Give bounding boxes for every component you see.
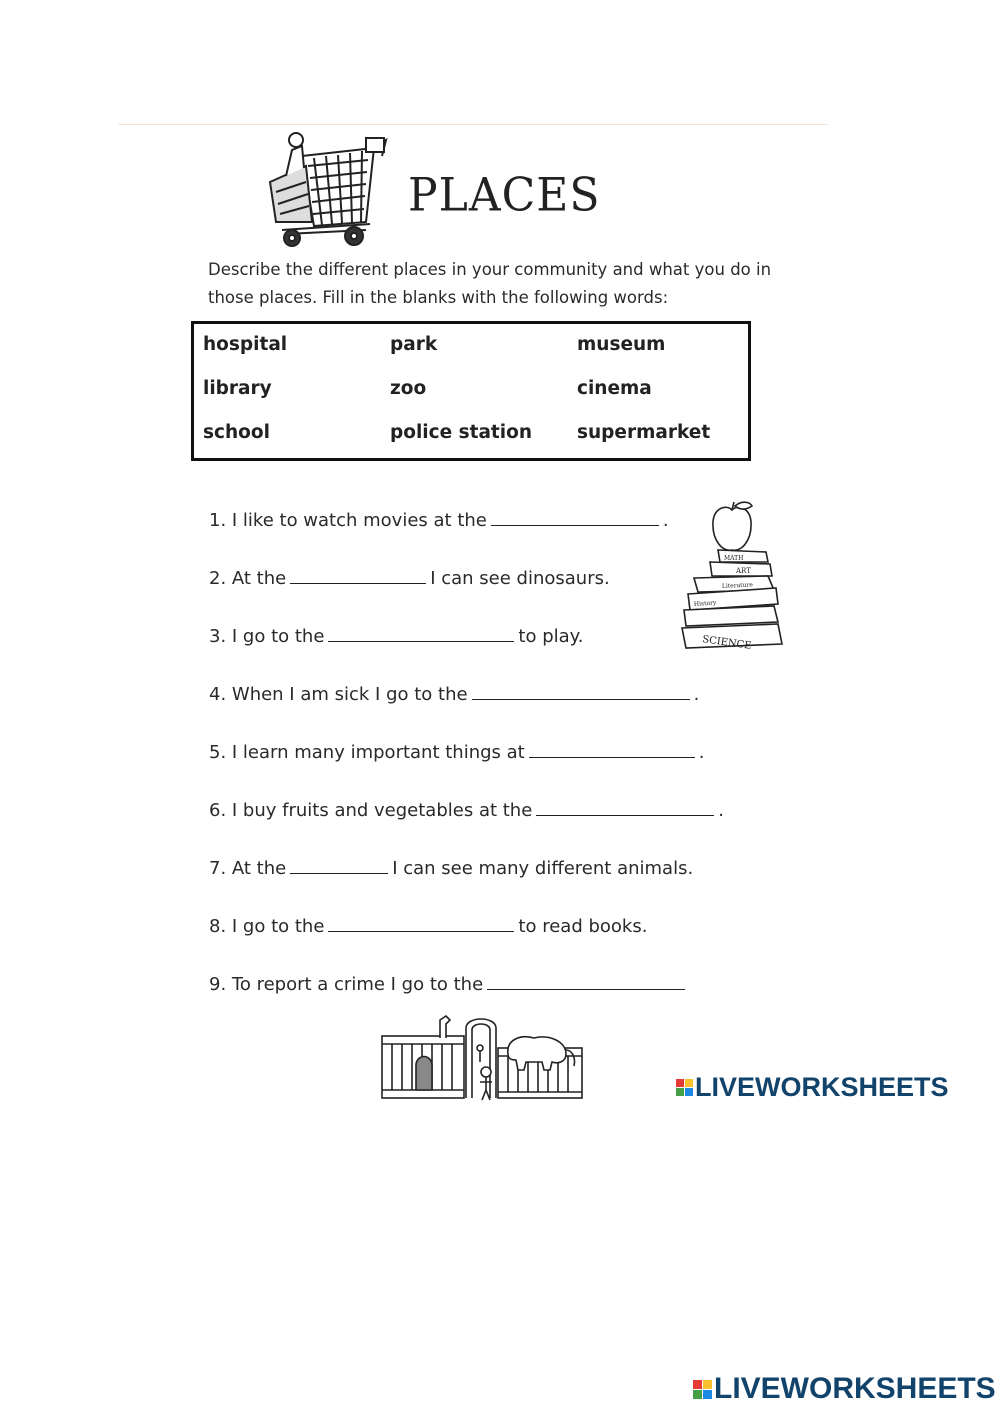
sentence-text-after: I can see many different animals. xyxy=(392,858,694,879)
word-bank-item: hospital xyxy=(203,334,288,355)
word-bank-item: park xyxy=(390,334,438,355)
book-label: History xyxy=(693,599,717,608)
apple-books-illustration xyxy=(680,500,785,662)
sentence-text-before: 9. To report a crime I go to the xyxy=(209,974,484,995)
sentence-text-before: 8. I go to the xyxy=(209,916,325,937)
worksheet-title: PLACES xyxy=(408,168,601,223)
answer-blank-2[interactable] xyxy=(290,567,426,584)
liveworksheets-logo xyxy=(676,1072,949,1103)
logo-square-icon xyxy=(693,1390,702,1399)
logo-square-icon xyxy=(693,1380,702,1389)
sentence-7 xyxy=(209,857,693,879)
book-label: Literature xyxy=(721,581,754,590)
liveworksheets-footer-logo[interactable] xyxy=(693,1372,996,1406)
sentence-1 xyxy=(209,509,669,531)
word-bank-item: zoo xyxy=(390,378,427,399)
sentence-text-after: . xyxy=(718,800,725,821)
liveworksheets-logo-text: LIVEWORKSHEETS xyxy=(695,1072,949,1102)
answer-blank-3[interactable] xyxy=(328,625,514,642)
logo-square-icon xyxy=(685,1079,693,1087)
sentence-5 xyxy=(209,741,704,763)
word-bank-item: school xyxy=(203,422,270,443)
answer-blank-9[interactable] xyxy=(487,973,685,990)
book-label: ART xyxy=(736,567,751,575)
sentence-text-before: 6. I buy fruits and vegetables at the xyxy=(209,800,533,821)
word-bank-item: police station xyxy=(390,422,532,443)
logo-square-icon xyxy=(703,1390,712,1399)
answer-blank-1[interactable] xyxy=(491,509,659,526)
logo-square-icon xyxy=(703,1380,712,1389)
word-bank-item: cinema xyxy=(577,378,652,399)
sentence-text-after: to play. xyxy=(518,626,584,647)
word-bank-item: library xyxy=(203,378,272,399)
sentence-text-before: 5. I learn many important things at xyxy=(209,742,525,763)
answer-blank-6[interactable] xyxy=(536,799,714,816)
liveworksheets-logo-text: LIVEWORKSHEETS xyxy=(714,1372,996,1405)
sentence-text-after: to read books. xyxy=(518,916,648,937)
liveworksheets-logo-icon xyxy=(693,1380,712,1399)
top-rule xyxy=(118,124,828,125)
sentence-text-before: 7. At the xyxy=(209,858,287,879)
sentence-text-before: 4. When I am sick I go to the xyxy=(209,684,468,705)
sentence-2 xyxy=(209,567,610,589)
answer-blank-8[interactable] xyxy=(328,915,514,932)
sentence-text-after: . xyxy=(698,742,705,763)
logo-square-icon xyxy=(676,1079,684,1087)
word-bank-item: supermarket xyxy=(577,422,711,443)
sentence-text-after: . xyxy=(662,510,669,531)
answer-blank-4[interactable] xyxy=(472,683,690,700)
liveworksheets-logo-icon xyxy=(676,1079,693,1096)
zoo-illustration xyxy=(380,1014,585,1104)
sentence-6 xyxy=(209,799,724,821)
sentence-3 xyxy=(209,625,583,647)
sentence-text-after: . xyxy=(693,684,700,705)
answer-blank-5[interactable] xyxy=(529,741,695,758)
word-bank-item: museum xyxy=(577,334,666,355)
sentence-text-before: 3. I go to the xyxy=(209,626,325,647)
instructions-text: Describe the different places in your community and what you do in those places. Fill in the blanks with the following words: xyxy=(208,260,772,307)
logo-square-icon xyxy=(685,1088,693,1096)
sentence-text-after: I can see dinosaurs. xyxy=(430,568,610,589)
sentence-text-before: 1. I like to watch movies at the xyxy=(209,510,487,531)
sentence-4 xyxy=(209,683,699,705)
sentence-9 xyxy=(209,973,689,995)
sentence-8 xyxy=(209,915,647,937)
book-label: SCIENCE xyxy=(701,634,753,652)
answer-blank-7[interactable] xyxy=(290,857,388,874)
word-bank-box xyxy=(191,321,751,461)
logo-square-icon xyxy=(676,1088,684,1096)
sentence-text-before: 2. At the xyxy=(209,568,287,589)
book-label: MATH xyxy=(724,555,744,562)
shopping-cart-illustration xyxy=(262,126,390,252)
